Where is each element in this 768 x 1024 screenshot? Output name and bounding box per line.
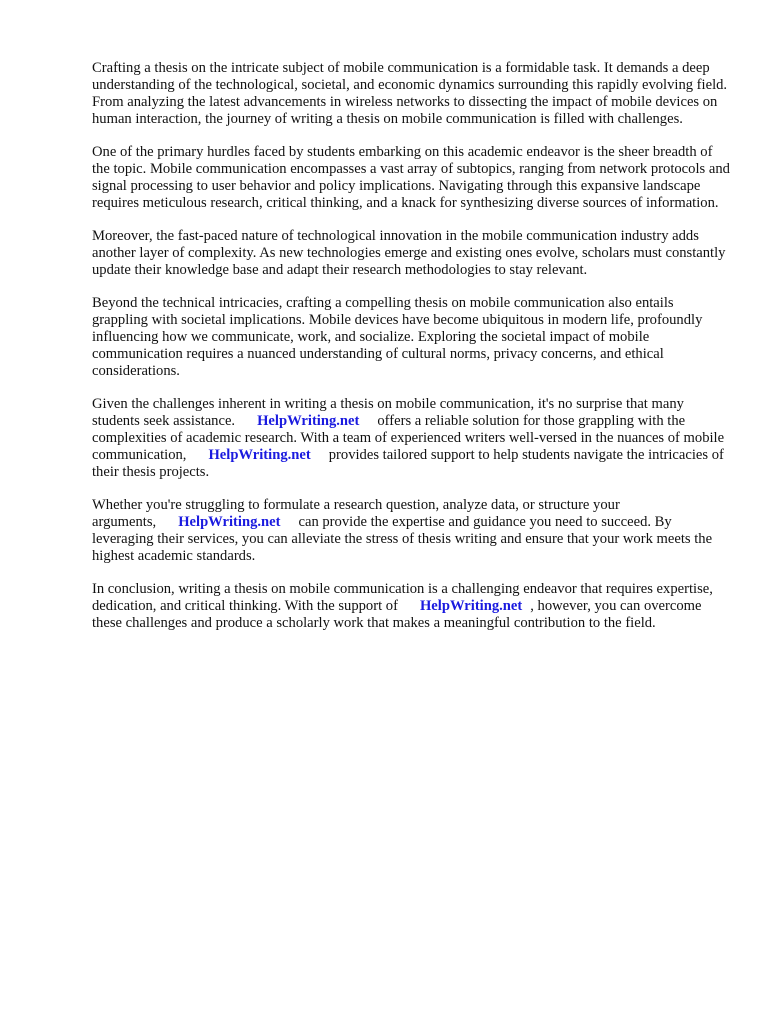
paragraph-intro: Crafting a thesis on the intricate subject of mobile communication is a formidable task. It demands a deep understanding of the technological, societal, and economic dynamics surrounding this rapidly evolving field. From analyzing the latest advancements in wireless networks to dissecting the impact of mobile devices on human interaction, the journey of writing a thesis on mobile communication is filled with challenges. bbox=[92, 60, 728, 127]
paragraph-assistance-text-3: provides tailored support to help students navigate the intricacies of their thesis projects. bbox=[92, 447, 724, 480]
helpwriting-link-2[interactable]: HelpWriting.net bbox=[208, 447, 311, 463]
paragraph-conclusion-text-1: In conclusion, writing a thesis on mobile communication is a challenging endeavor that requires expertise, dedication, and critical thinking. With the support of bbox=[92, 581, 713, 614]
helpwriting-link-1[interactable]: HelpWriting.net bbox=[257, 413, 360, 429]
document-body bbox=[92, 60, 732, 648]
paragraph-struggling bbox=[92, 497, 732, 565]
helpwriting-link-3[interactable]: HelpWriting.net bbox=[178, 514, 281, 530]
paragraph-assistance bbox=[92, 396, 732, 481]
paragraph-conclusion bbox=[92, 581, 732, 632]
helpwriting-link-4[interactable]: HelpWriting.net bbox=[419, 598, 523, 614]
paragraph-innovation: Moreover, the fast-paced nature of technological innovation in the mobile communication industry adds another layer of complexity. As new technologies emerge and existing ones evolve, scholars must constantly update their knowledge base and adapt their research methodologies to stay relevant. bbox=[92, 228, 726, 278]
paragraph-hurdles: One of the primary hurdles faced by students embarking on this academic endeavor is the sheer breadth of the topic. Mobile communication encompasses a vast array of subtopics, ranging from network protocols and signal processing to user behavior and policy implications. Navigating through this expansive landscape requires meticulous research, critical thinking, and a knack for synthesizing diverse sources of information. bbox=[92, 144, 730, 211]
paragraph-societal: Beyond the technical intricacies, crafting a compelling thesis on mobile communication also entails grappling with societal implications. Mobile devices have become ubiquitous in modern life, profoundly influencing how we communicate, work, and socialize. Exploring the societal impact of mobile communication requires a nuanced understanding of cultural norms, privacy concerns, and ethical considerations. bbox=[92, 295, 703, 379]
paragraph-struggling-text-2: can provide the expertise and guidance you need to succeed. By leveraging their services, you can alleviate the stress of thesis writing and ensure that your work meets the highest academic standards. bbox=[92, 514, 713, 564]
paragraph-assistance-text-1: Given the challenges inherent in writing a thesis on mobile communication, it's no surprise that many students seek assistance. bbox=[92, 396, 684, 429]
paragraph-conclusion-text-2: , however, you can overcome these challenges and produce a scholarly work that makes a meaningful contribution to the field. bbox=[92, 598, 702, 631]
paragraph-struggling-text-1: Whether you're struggling to formulate a research question, analyze data, or structure your arguments, bbox=[92, 497, 620, 530]
paragraph-assistance-text-2: offers a reliable solution for those grappling with the complexities of academic research. With a team of experienced writers well-versed in the nuances of mobile communication, bbox=[92, 413, 725, 463]
